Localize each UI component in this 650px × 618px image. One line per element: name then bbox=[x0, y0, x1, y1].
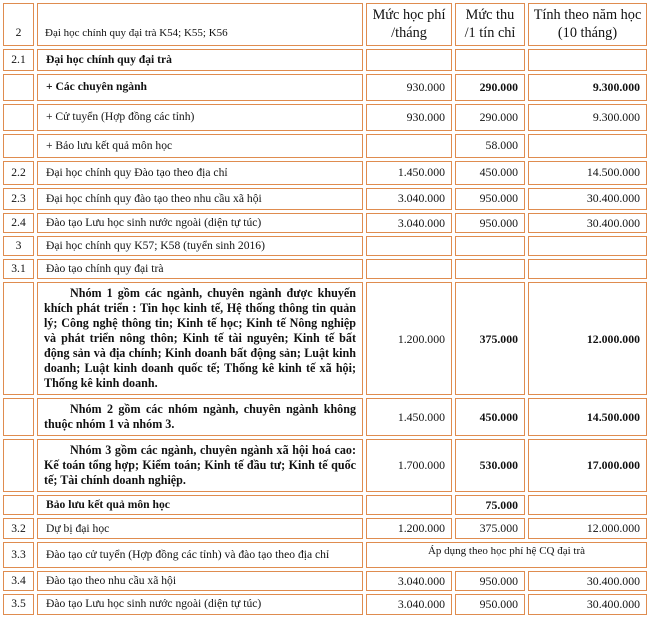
fee-per-year: 9.300.000 bbox=[528, 74, 647, 101]
row-description: + Cử tuyển (Hợp đồng các tỉnh) bbox=[37, 104, 363, 131]
row-number: 3.2 bbox=[3, 518, 34, 538]
row-description: + Bảo lưu kết quả môn học bbox=[37, 134, 363, 158]
fee-per-credit: 950.000 bbox=[455, 594, 525, 614]
fee-per-month bbox=[366, 259, 452, 279]
fee-per-year: 30.400.000 bbox=[528, 594, 647, 614]
table-row bbox=[3, 282, 647, 395]
row-number bbox=[3, 134, 34, 158]
table-row bbox=[3, 49, 647, 71]
table-row bbox=[3, 439, 647, 492]
fee-per-year: 30.400.000 bbox=[528, 213, 647, 233]
fee-per-month bbox=[366, 134, 452, 158]
fee-per-credit: 375.000 bbox=[455, 282, 525, 395]
fee-per-month: 3.040.000 bbox=[366, 213, 452, 233]
row-description: Đại học chính quy K57; K58 (tuyển sinh 2016) bbox=[37, 236, 363, 256]
row-number: 3.4 bbox=[3, 571, 34, 591]
fee-per-credit: 58.000 bbox=[455, 134, 525, 158]
table-body bbox=[3, 3, 647, 615]
table-row bbox=[3, 213, 647, 233]
table-row bbox=[3, 518, 647, 538]
fee-per-credit bbox=[455, 49, 525, 71]
fee-per-year: 14.500.000 bbox=[528, 161, 647, 185]
fee-per-year bbox=[528, 259, 647, 279]
row-description: Nhóm 1 gồm các ngành, chuyên ngành được khuyến khích phát triển : Tin học kinh tế, Hệ thống thông tin quản lý; Công nghệ thông tin; Kinh tế học; Kinh tế Nông nghiệp và phát triển nông thôn; Kinh tế tài nguyên; Kinh tế bất động sản và địa chính; Kinh doanh bất động sản; Luật kinh doanh; Luật kinh doanh quốc tế; Thống kê kinh tế xã hội; Thống kê kinh doanh. bbox=[37, 282, 363, 395]
fee-per-month: 3.040.000 bbox=[366, 594, 452, 614]
row-description: Nhóm 3 gồm các ngành, chuyên ngành xã hội hoá cao: Kế toán tổng hợp; Kiểm toán; Kinh tế đầu tư; Kinh tế quốc tế; Tài chính doanh nghiệp. bbox=[37, 439, 363, 492]
row-description: Nhóm 2 gồm các nhóm ngành, chuyên ngành không thuộc nhóm 1 và nhóm 3. bbox=[37, 398, 363, 436]
fee-per-month: 930.000 bbox=[366, 104, 452, 131]
row-number: 2.1 bbox=[3, 49, 34, 71]
fee-per-month: 3.040.000 bbox=[366, 188, 452, 210]
fee-per-month: 1.450.000 bbox=[366, 161, 452, 185]
table-row bbox=[3, 236, 647, 256]
fee-per-year: 12.000.000 bbox=[528, 518, 647, 538]
column-header-yearly-fee: Tính theo năm học (10 tháng) bbox=[528, 3, 647, 46]
fee-per-month: 930.000 bbox=[366, 74, 452, 101]
fee-per-credit: 950.000 bbox=[455, 213, 525, 233]
fee-per-credit: 950.000 bbox=[455, 188, 525, 210]
fee-per-credit: 950.000 bbox=[455, 571, 525, 591]
section-title: Đại học chính quy đại trà K54; K55; K56 bbox=[37, 3, 363, 46]
row-number: 3.5 bbox=[3, 594, 34, 614]
fee-per-credit: 290.000 bbox=[455, 74, 525, 101]
fee-per-month bbox=[366, 495, 452, 515]
column-header-monthly-fee: Mức học phí /tháng bbox=[366, 3, 452, 46]
row-number bbox=[3, 104, 34, 131]
row-description: Dự bị đại học bbox=[37, 518, 363, 538]
row-description: Bảo lưu kết quả môn học bbox=[37, 495, 363, 515]
row-description: Đào tạo Lưu học sinh nước ngoài (diện tự túc) bbox=[37, 594, 363, 614]
fee-per-month bbox=[366, 49, 452, 71]
fee-per-year: 30.400.000 bbox=[528, 571, 647, 591]
fee-per-credit bbox=[455, 259, 525, 279]
fee-per-month bbox=[366, 236, 452, 256]
fee-per-credit: 375.000 bbox=[455, 518, 525, 538]
fee-per-year: 30.400.000 bbox=[528, 188, 647, 210]
fee-per-credit: 75.000 bbox=[455, 495, 525, 515]
fee-per-month: 1.700.000 bbox=[366, 439, 452, 492]
fee-per-year: 9.300.000 bbox=[528, 104, 647, 131]
table-header-row bbox=[3, 3, 647, 46]
fee-per-credit: 530.000 bbox=[455, 439, 525, 492]
merged-note: Áp dụng theo học phí hệ CQ đại trà bbox=[366, 542, 647, 568]
row-description: Đại học chính quy đại trà bbox=[37, 49, 363, 71]
row-number: 2.3 bbox=[3, 188, 34, 210]
fee-per-month: 1.200.000 bbox=[366, 518, 452, 538]
row-description: Đại học chính quy Đào tạo theo địa chỉ bbox=[37, 161, 363, 185]
fee-per-credit: 290.000 bbox=[455, 104, 525, 131]
row-number bbox=[3, 398, 34, 436]
table-row bbox=[3, 134, 647, 158]
row-description: Đào tạo theo nhu cầu xã hội bbox=[37, 571, 363, 591]
row-number bbox=[3, 282, 34, 395]
row-description: Đào tạo Lưu học sinh nước ngoài (diện tự túc) bbox=[37, 213, 363, 233]
table-row bbox=[3, 542, 647, 568]
fee-per-year: 12.000.000 bbox=[528, 282, 647, 395]
fee-per-year: 14.500.000 bbox=[528, 398, 647, 436]
table-row bbox=[3, 495, 647, 515]
row-number: 2.4 bbox=[3, 213, 34, 233]
fee-per-month: 3.040.000 bbox=[366, 571, 452, 591]
row-number: 3.1 bbox=[3, 259, 34, 279]
fee-per-year bbox=[528, 495, 647, 515]
row-number bbox=[3, 74, 34, 101]
fee-per-credit: 450.000 bbox=[455, 161, 525, 185]
row-number bbox=[3, 495, 34, 515]
table-row bbox=[3, 161, 647, 185]
fee-per-year: 17.000.000 bbox=[528, 439, 647, 492]
section-number: 2 bbox=[3, 3, 34, 46]
fee-per-month: 1.450.000 bbox=[366, 398, 452, 436]
table-row bbox=[3, 259, 647, 279]
row-number: 2.2 bbox=[3, 161, 34, 185]
fee-per-year bbox=[528, 236, 647, 256]
table-row bbox=[3, 74, 647, 101]
row-description: + Các chuyên ngành bbox=[37, 74, 363, 101]
column-header-credit-fee: Mức thu /1 tín chỉ bbox=[455, 3, 525, 46]
table-row bbox=[3, 571, 647, 591]
table-row bbox=[3, 594, 647, 614]
fee-per-month: 1.200.000 bbox=[366, 282, 452, 395]
fee-per-credit: 450.000 bbox=[455, 398, 525, 436]
fee-per-year bbox=[528, 134, 647, 158]
table-row bbox=[3, 188, 647, 210]
row-number: 3 bbox=[3, 236, 34, 256]
row-number bbox=[3, 439, 34, 492]
fee-per-year bbox=[528, 49, 647, 71]
row-description: Đào tạo cử tuyển (Hợp đồng các tỉnh) và đào tạo theo địa chỉ bbox=[37, 542, 363, 568]
row-number: 3.3 bbox=[3, 542, 34, 568]
row-description: Đào tạo chính quy đại trà bbox=[37, 259, 363, 279]
row-description: Đại học chính quy đào tạo theo nhu cầu xã hội bbox=[37, 188, 363, 210]
fee-per-credit bbox=[455, 236, 525, 256]
table-row bbox=[3, 104, 647, 131]
table-row bbox=[3, 398, 647, 436]
